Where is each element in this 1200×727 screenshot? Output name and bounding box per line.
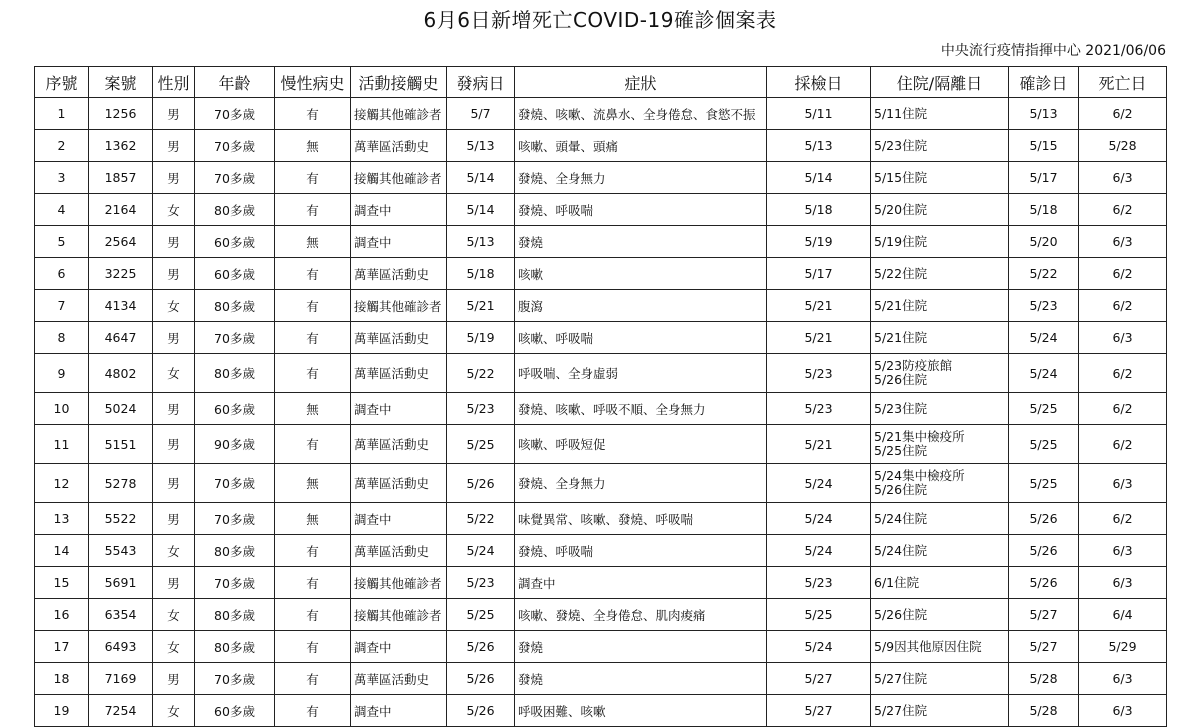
column-header: 採檢日: [767, 67, 871, 98]
column-header: 症狀: [515, 67, 767, 98]
age-cell: 70多歲: [195, 98, 275, 130]
case-number-cell: 5278: [89, 464, 153, 503]
contact-history-cell: 萬華區活動史: [351, 130, 447, 162]
chronic-disease-cell: 無: [275, 393, 351, 425]
chronic-disease-cell: 有: [275, 322, 351, 354]
sex-cell: 男: [153, 425, 195, 464]
sex-cell: 女: [153, 290, 195, 322]
case-number-cell: 1362: [89, 130, 153, 162]
contact-history-cell: 接觸其他確診者: [351, 98, 447, 130]
chronic-disease-cell: 有: [275, 631, 351, 663]
hospitalization-date-cell: [871, 567, 1009, 599]
serial-number-cell: 8: [35, 322, 89, 354]
table-row: [35, 290, 1167, 322]
hospitalization-date-cell: [871, 695, 1009, 727]
hospitalization-date-cell: [871, 464, 1009, 503]
hospitalization-entry: 5/22住院: [874, 265, 928, 281]
confirmation-date-cell: 5/23: [1009, 290, 1079, 322]
age-cell: 80多歲: [195, 354, 275, 393]
hospitalization-entry: 5/25住院: [874, 443, 928, 458]
column-header: 確診日: [1009, 67, 1079, 98]
serial-number-cell: 2: [35, 130, 89, 162]
sex-cell: 男: [153, 162, 195, 194]
death-date-cell: 6/4: [1079, 599, 1167, 631]
table-row: [35, 393, 1167, 425]
symptoms-cell: 咳嗽、發燒、全身倦怠、肌肉痠痛: [515, 599, 767, 631]
confirmation-date-cell: 5/28: [1009, 695, 1079, 727]
chronic-disease-cell: 有: [275, 599, 351, 631]
onset-date-cell: 5/23: [447, 567, 515, 599]
table-row: [35, 354, 1167, 393]
serial-number-cell: 5: [35, 226, 89, 258]
hospitalization-date-cell: [871, 226, 1009, 258]
age-cell: 70多歲: [195, 162, 275, 194]
case-number-cell: 4802: [89, 354, 153, 393]
hospitalization-entry: 5/24住院: [874, 510, 928, 526]
sampling-date-cell: 5/23: [767, 393, 871, 425]
case-number-cell: 2564: [89, 226, 153, 258]
onset-date-cell: 5/21: [447, 290, 515, 322]
chronic-disease-cell: 有: [275, 162, 351, 194]
age-cell: 80多歲: [195, 599, 275, 631]
sampling-date-cell: 5/25: [767, 599, 871, 631]
symptoms-cell: 咳嗽、呼吸喘: [515, 322, 767, 354]
onset-date-cell: 5/18: [447, 258, 515, 290]
death-date-cell: 6/2: [1079, 354, 1167, 393]
death-date-cell: 6/2: [1079, 194, 1167, 226]
age-cell: 70多歲: [195, 567, 275, 599]
confirmation-date-cell: 5/25: [1009, 464, 1079, 503]
age-cell: 80多歲: [195, 194, 275, 226]
death-date-cell: 6/3: [1079, 567, 1167, 599]
contact-history-cell: 萬華區活動史: [351, 258, 447, 290]
table-row: [35, 599, 1167, 631]
serial-number-cell: 18: [35, 663, 89, 695]
age-cell: 80多歲: [195, 535, 275, 567]
hospitalization-entry: 5/26住院: [874, 606, 928, 622]
confirmation-date-cell: 5/26: [1009, 567, 1079, 599]
confirmation-date-cell: 5/18: [1009, 194, 1079, 226]
sex-cell: 男: [153, 226, 195, 258]
sex-cell: 男: [153, 503, 195, 535]
table-row: [35, 130, 1167, 162]
age-cell: 90多歲: [195, 425, 275, 464]
death-date-cell: 6/3: [1079, 663, 1167, 695]
hospitalization-date-cell: [871, 663, 1009, 695]
confirmation-date-cell: 5/22: [1009, 258, 1079, 290]
chronic-disease-cell: 有: [275, 663, 351, 695]
hospitalization-date-cell: [871, 258, 1009, 290]
covid-death-cases-table: [34, 66, 1167, 727]
death-date-cell: 6/3: [1079, 535, 1167, 567]
column-header: 死亡日: [1079, 67, 1167, 98]
symptoms-cell: 咳嗽: [515, 258, 767, 290]
age-cell: 60多歲: [195, 226, 275, 258]
sampling-date-cell: 5/14: [767, 162, 871, 194]
symptoms-cell: 腹瀉: [515, 290, 767, 322]
table-row: [35, 162, 1167, 194]
age-cell: 70多歲: [195, 464, 275, 503]
column-header: 慢性病史: [275, 67, 351, 98]
confirmation-date-cell: 5/25: [1009, 393, 1079, 425]
case-number-cell: 1857: [89, 162, 153, 194]
case-number-cell: 2164: [89, 194, 153, 226]
table-row: [35, 567, 1167, 599]
sex-cell: 女: [153, 599, 195, 631]
confirmation-date-cell: 5/20: [1009, 226, 1079, 258]
contact-history-cell: 接觸其他確診者: [351, 162, 447, 194]
symptoms-cell: 發燒: [515, 663, 767, 695]
confirmation-date-cell: 5/24: [1009, 322, 1079, 354]
sampling-date-cell: 5/24: [767, 631, 871, 663]
case-number-cell: 4134: [89, 290, 153, 322]
sex-cell: 女: [153, 354, 195, 393]
sampling-date-cell: 5/23: [767, 567, 871, 599]
chronic-disease-cell: 有: [275, 98, 351, 130]
contact-history-cell: 萬華區活動史: [351, 425, 447, 464]
hospitalization-entry: 5/26住院: [874, 482, 928, 497]
death-date-cell: 6/2: [1079, 425, 1167, 464]
table-row: [35, 425, 1167, 464]
confirmation-date-cell: 5/27: [1009, 599, 1079, 631]
symptoms-cell: 咳嗽、呼吸短促: [515, 425, 767, 464]
death-date-cell: 6/2: [1079, 503, 1167, 535]
age-cell: 60多歲: [195, 393, 275, 425]
serial-number-cell: 9: [35, 354, 89, 393]
table-row: [35, 98, 1167, 130]
symptoms-cell: 味覺異常、咳嗽、發燒、呼吸喘: [515, 503, 767, 535]
case-number-cell: 6354: [89, 599, 153, 631]
table-row: [35, 535, 1167, 567]
onset-date-cell: 5/26: [447, 695, 515, 727]
hospitalization-entry: 5/27住院: [874, 670, 928, 686]
symptoms-cell: 呼吸喘、全身虛弱: [515, 354, 767, 393]
death-date-cell: 6/3: [1079, 226, 1167, 258]
serial-number-cell: 3: [35, 162, 89, 194]
sex-cell: 女: [153, 695, 195, 727]
hospitalization-date-cell: [871, 98, 1009, 130]
death-date-cell: 6/3: [1079, 162, 1167, 194]
case-number-cell: 7254: [89, 695, 153, 727]
symptoms-cell: 發燒、咳嗽、呼吸不順、全身無力: [515, 393, 767, 425]
contact-history-cell: 調查中: [351, 695, 447, 727]
hospitalization-entry: 5/19住院: [874, 233, 928, 249]
sampling-date-cell: 5/24: [767, 535, 871, 567]
death-date-cell: 6/3: [1079, 464, 1167, 503]
sampling-date-cell: 5/18: [767, 194, 871, 226]
chronic-disease-cell: 有: [275, 535, 351, 567]
hospitalization-date-cell: [871, 322, 1009, 354]
hospitalization-date-cell: [871, 631, 1009, 663]
symptoms-cell: 調查中: [515, 567, 767, 599]
case-number-cell: 4647: [89, 322, 153, 354]
hospitalization-entry: 5/24集中檢疫所: [874, 468, 965, 483]
onset-date-cell: 5/25: [447, 425, 515, 464]
onset-date-cell: 5/19: [447, 322, 515, 354]
chronic-disease-cell: 無: [275, 464, 351, 503]
death-date-cell: 5/29: [1079, 631, 1167, 663]
hospitalization-date-cell: [871, 599, 1009, 631]
death-date-cell: 6/3: [1079, 695, 1167, 727]
sampling-date-cell: 5/17: [767, 258, 871, 290]
case-number-cell: 3225: [89, 258, 153, 290]
serial-number-cell: 15: [35, 567, 89, 599]
column-header: 序號: [35, 67, 89, 98]
death-date-cell: 6/2: [1079, 290, 1167, 322]
onset-date-cell: 5/26: [447, 464, 515, 503]
age-cell: 80多歲: [195, 631, 275, 663]
column-header: 年齡: [195, 67, 275, 98]
serial-number-cell: 17: [35, 631, 89, 663]
sex-cell: 男: [153, 98, 195, 130]
sex-cell: 男: [153, 258, 195, 290]
hospitalization-entry: 5/20住院: [874, 201, 928, 217]
column-header: 住院/隔離日: [871, 67, 1009, 98]
chronic-disease-cell: 有: [275, 290, 351, 322]
sampling-date-cell: 5/19: [767, 226, 871, 258]
sampling-date-cell: 5/27: [767, 695, 871, 727]
contact-history-cell: 調查中: [351, 393, 447, 425]
hospitalization-entry: 5/21住院: [874, 329, 928, 345]
hospitalization-entry: 5/23住院: [874, 400, 928, 416]
column-header: 案號: [89, 67, 153, 98]
hospitalization-entry: 5/9因其他原因住院: [874, 638, 982, 654]
onset-date-cell: 5/14: [447, 194, 515, 226]
confirmation-date-cell: 5/27: [1009, 631, 1079, 663]
table-row: [35, 226, 1167, 258]
contact-history-cell: 萬華區活動史: [351, 663, 447, 695]
onset-date-cell: 5/24: [447, 535, 515, 567]
age-cell: 70多歲: [195, 130, 275, 162]
age-cell: 70多歲: [195, 322, 275, 354]
chronic-disease-cell: 有: [275, 425, 351, 464]
sex-cell: 男: [153, 464, 195, 503]
hospitalization-date-cell: [871, 162, 1009, 194]
sampling-date-cell: 5/23: [767, 354, 871, 393]
serial-number-cell: 11: [35, 425, 89, 464]
death-date-cell: 6/2: [1079, 393, 1167, 425]
symptoms-cell: 發燒、全身無力: [515, 162, 767, 194]
serial-number-cell: 19: [35, 695, 89, 727]
sex-cell: 女: [153, 535, 195, 567]
column-header: 活動接觸史: [351, 67, 447, 98]
serial-number-cell: 1: [35, 98, 89, 130]
death-date-cell: 6/2: [1079, 258, 1167, 290]
case-number-cell: 5024: [89, 393, 153, 425]
table-row: [35, 503, 1167, 535]
hospitalization-entry: 5/21集中檢疫所: [874, 429, 965, 444]
case-number-cell: 1256: [89, 98, 153, 130]
serial-number-cell: 12: [35, 464, 89, 503]
sex-cell: 男: [153, 393, 195, 425]
hospitalization-date-cell: [871, 503, 1009, 535]
table-row: [35, 695, 1167, 727]
onset-date-cell: 5/13: [447, 130, 515, 162]
symptoms-cell: 咳嗽、頭暈、頭痛: [515, 130, 767, 162]
onset-date-cell: 5/13: [447, 226, 515, 258]
confirmation-date-cell: 5/26: [1009, 535, 1079, 567]
table-row: [35, 631, 1167, 663]
confirmation-date-cell: 5/26: [1009, 503, 1079, 535]
serial-number-cell: 4: [35, 194, 89, 226]
chronic-disease-cell: 有: [275, 258, 351, 290]
serial-number-cell: 14: [35, 535, 89, 567]
hospitalization-date-cell: [871, 393, 1009, 425]
chronic-disease-cell: 有: [275, 567, 351, 599]
confirmation-date-cell: 5/25: [1009, 425, 1079, 464]
onset-date-cell: 5/7: [447, 98, 515, 130]
hospitalization-entry: 5/27住院: [874, 702, 928, 718]
hospitalization-entry: 5/23防疫旅館: [874, 358, 953, 373]
table-row: [35, 322, 1167, 354]
hospitalization-entry: 5/23住院: [874, 137, 928, 153]
contact-history-cell: 調查中: [351, 631, 447, 663]
case-number-cell: 5522: [89, 503, 153, 535]
confirmation-date-cell: 5/13: [1009, 98, 1079, 130]
case-number-cell: 5543: [89, 535, 153, 567]
chronic-disease-cell: 有: [275, 695, 351, 727]
table-row: [35, 258, 1167, 290]
column-header: 性別: [153, 67, 195, 98]
hospitalization-entry: 5/11住院: [874, 105, 928, 121]
header-row: [35, 67, 1167, 98]
symptoms-cell: 發燒、呼吸喘: [515, 535, 767, 567]
contact-history-cell: 接觸其他確診者: [351, 290, 447, 322]
contact-history-cell: 萬華區活動史: [351, 535, 447, 567]
symptoms-cell: 發燒、呼吸喘: [515, 194, 767, 226]
hospitalization-date-cell: [871, 354, 1009, 393]
hospitalization-entry: 5/21住院: [874, 297, 928, 313]
case-number-cell: 5151: [89, 425, 153, 464]
sampling-date-cell: 5/24: [767, 503, 871, 535]
column-header: 發病日: [447, 67, 515, 98]
table-row: [35, 663, 1167, 695]
onset-date-cell: 5/22: [447, 503, 515, 535]
sampling-date-cell: 5/24: [767, 464, 871, 503]
death-date-cell: 6/2: [1079, 98, 1167, 130]
sex-cell: 女: [153, 631, 195, 663]
onset-date-cell: 5/23: [447, 393, 515, 425]
chronic-disease-cell: 無: [275, 226, 351, 258]
age-cell: 60多歲: [195, 695, 275, 727]
onset-date-cell: 5/26: [447, 631, 515, 663]
contact-history-cell: 接觸其他確診者: [351, 567, 447, 599]
chronic-disease-cell: 無: [275, 503, 351, 535]
onset-date-cell: 5/26: [447, 663, 515, 695]
chronic-disease-cell: 有: [275, 194, 351, 226]
hospitalization-date-cell: [871, 535, 1009, 567]
contact-history-cell: 萬華區活動史: [351, 322, 447, 354]
hospitalization-entry: 6/1住院: [874, 574, 920, 590]
age-cell: 60多歲: [195, 258, 275, 290]
onset-date-cell: 5/25: [447, 599, 515, 631]
serial-number-cell: 7: [35, 290, 89, 322]
sampling-date-cell: 5/11: [767, 98, 871, 130]
death-date-cell: 6/3: [1079, 322, 1167, 354]
hospitalization-entry: 5/15住院: [874, 169, 928, 185]
serial-number-cell: 10: [35, 393, 89, 425]
sampling-date-cell: 5/21: [767, 425, 871, 464]
source-and-date: 中央流行疫情指揮中心 2021/06/06: [940, 43, 1166, 59]
confirmation-date-cell: 5/17: [1009, 162, 1079, 194]
symptoms-cell: 呼吸困難、咳嗽: [515, 695, 767, 727]
confirmation-date-cell: 5/28: [1009, 663, 1079, 695]
case-number-cell: 7169: [89, 663, 153, 695]
hospitalization-date-cell: [871, 194, 1009, 226]
table-row: [35, 194, 1167, 226]
contact-history-cell: 萬華區活動史: [351, 464, 447, 503]
case-number-cell: 5691: [89, 567, 153, 599]
sex-cell: 男: [153, 322, 195, 354]
symptoms-cell: 發燒: [515, 226, 767, 258]
sex-cell: 男: [153, 130, 195, 162]
hospitalization-date-cell: [871, 290, 1009, 322]
case-number-cell: 6493: [89, 631, 153, 663]
onset-date-cell: 5/22: [447, 354, 515, 393]
chronic-disease-cell: 無: [275, 130, 351, 162]
onset-date-cell: 5/14: [447, 162, 515, 194]
contact-history-cell: 調查中: [351, 503, 447, 535]
age-cell: 70多歲: [195, 503, 275, 535]
hospitalization-entry: 5/24住院: [874, 542, 928, 558]
sampling-date-cell: 5/13: [767, 130, 871, 162]
hospitalization-date-cell: [871, 425, 1009, 464]
sex-cell: 女: [153, 194, 195, 226]
contact-history-cell: 調查中: [351, 226, 447, 258]
hospitalization-entry: 5/26住院: [874, 372, 928, 387]
age-cell: 70多歲: [195, 663, 275, 695]
sex-cell: 男: [153, 663, 195, 695]
sampling-date-cell: 5/21: [767, 322, 871, 354]
sex-cell: 男: [153, 567, 195, 599]
serial-number-cell: 6: [35, 258, 89, 290]
symptoms-cell: 發燒、咳嗽、流鼻水、全身倦怠、食慾不振: [515, 98, 767, 130]
serial-number-cell: 16: [35, 599, 89, 631]
contact-history-cell: 萬華區活動史: [351, 354, 447, 393]
page-title: 6月6日新增死亡COVID-19確診個案表: [423, 8, 777, 32]
confirmation-date-cell: 5/24: [1009, 354, 1079, 393]
symptoms-cell: 發燒、全身無力: [515, 464, 767, 503]
sampling-date-cell: 5/27: [767, 663, 871, 695]
contact-history-cell: 調查中: [351, 194, 447, 226]
confirmation-date-cell: 5/15: [1009, 130, 1079, 162]
chronic-disease-cell: 有: [275, 354, 351, 393]
table-row: [35, 464, 1167, 503]
contact-history-cell: 接觸其他確診者: [351, 599, 447, 631]
age-cell: 80多歲: [195, 290, 275, 322]
hospitalization-date-cell: [871, 130, 1009, 162]
serial-number-cell: 13: [35, 503, 89, 535]
death-date-cell: 5/28: [1079, 130, 1167, 162]
symptoms-cell: 發燒: [515, 631, 767, 663]
sampling-date-cell: 5/21: [767, 290, 871, 322]
